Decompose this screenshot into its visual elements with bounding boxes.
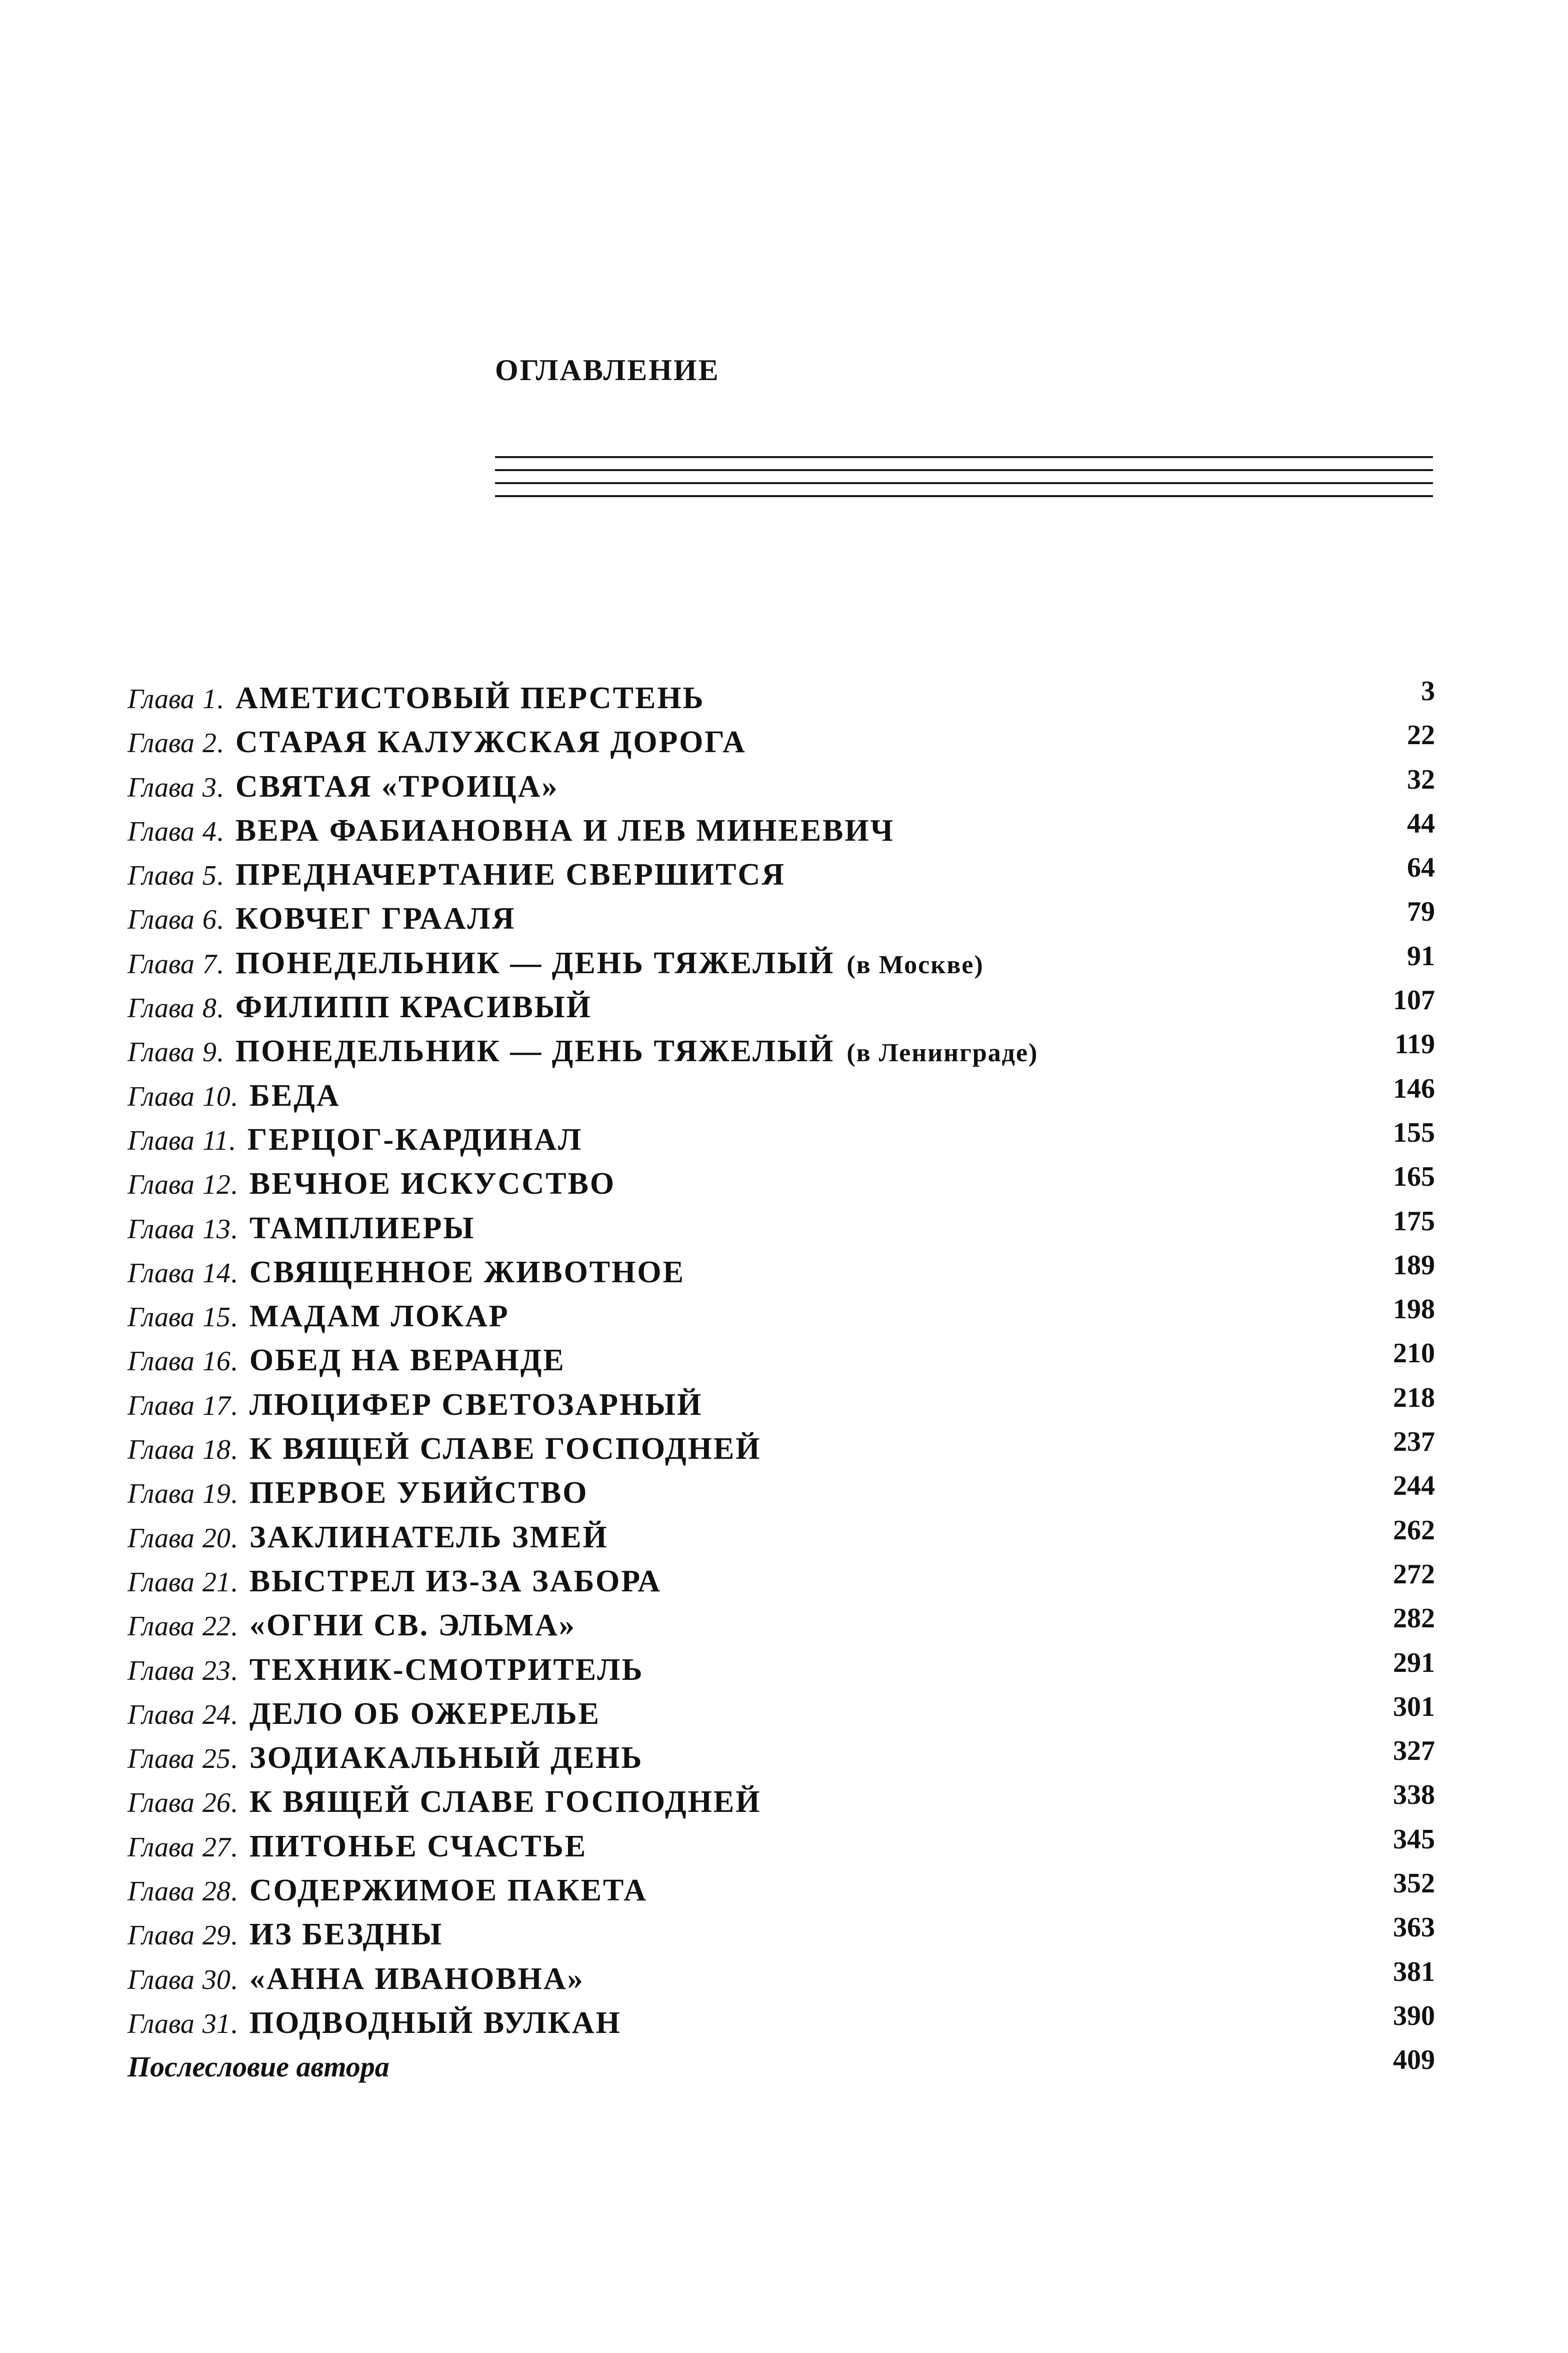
chapter-title: К ВЯЩЕЙ СЛАВЕ ГОСПОДНЕЙ bbox=[249, 1432, 762, 1466]
chapter-label: Глава bbox=[128, 1876, 194, 1907]
chapter-title: ГЕРЦОГ-КАРДИНАЛ bbox=[247, 1122, 583, 1157]
chapter-title: АМЕТИСТОВЫЙ ПЕРСТЕНЬ bbox=[235, 681, 705, 715]
page-number: 175 bbox=[1393, 1205, 1435, 1237]
chapter-label: Глава bbox=[128, 684, 194, 715]
afterword-title: Послесловие автора bbox=[128, 2050, 390, 2083]
page-number: 3 bbox=[1421, 676, 1435, 707]
chapter-label: Глава bbox=[128, 1566, 194, 1598]
chapter-label: Глава bbox=[128, 772, 194, 803]
number-separator: . bbox=[216, 772, 224, 803]
rule-line bbox=[495, 495, 1433, 497]
chapter-label: Глава bbox=[128, 1611, 194, 1642]
toc-entry[interactable] bbox=[128, 1338, 1435, 1382]
table-of-contents bbox=[128, 676, 1435, 2089]
chapter-number: 13 bbox=[202, 1213, 230, 1245]
number-separator: . bbox=[230, 1346, 238, 1377]
toc-entry[interactable] bbox=[128, 897, 1435, 941]
chapter-number: 17 bbox=[202, 1390, 230, 1421]
chapter-number: 21 bbox=[202, 1566, 230, 1598]
page-number: 64 bbox=[1407, 852, 1435, 884]
page-number: 338 bbox=[1393, 1779, 1435, 1811]
chapter-number: 23 bbox=[202, 1655, 230, 1686]
number-separator: . bbox=[216, 904, 224, 936]
chapter-number: 15 bbox=[202, 1302, 230, 1333]
chapter-label: Глава bbox=[128, 1920, 194, 1951]
page-number: 119 bbox=[1394, 1029, 1435, 1060]
toc-entry[interactable] bbox=[128, 1383, 1435, 1427]
chapter-title: ЗОДИАКАЛЬНЫЙ ДЕНЬ bbox=[249, 1741, 644, 1775]
number-separator: . bbox=[230, 1213, 238, 1245]
chapter-number: 2 bbox=[202, 728, 216, 759]
page-number: 146 bbox=[1393, 1073, 1435, 1104]
chapter-title: ЗАКЛИНАТЕЛЬ ЗМЕЙ bbox=[249, 1520, 608, 1554]
page-number: 390 bbox=[1393, 2000, 1435, 2031]
toc-entry[interactable] bbox=[128, 2001, 1435, 2045]
chapter-label: Глава bbox=[128, 728, 194, 759]
chapter-number: 5 bbox=[202, 860, 216, 892]
chapter-number: 31 bbox=[202, 2008, 230, 2039]
toc-entry[interactable] bbox=[128, 1162, 1435, 1206]
number-separator: . bbox=[230, 1478, 238, 1510]
toc-entry[interactable] bbox=[128, 1912, 1435, 1956]
page-number: 282 bbox=[1393, 1603, 1435, 1634]
page-number: 381 bbox=[1393, 1956, 1435, 1987]
chapter-number: 11 bbox=[202, 1125, 228, 1156]
chapter-number: 22 bbox=[202, 1611, 230, 1642]
number-separator: . bbox=[230, 1169, 238, 1201]
chapter-number: 19 bbox=[202, 1478, 230, 1510]
chapter-title: ВЫСТРЕЛ ИЗ-ЗА ЗАБОРА bbox=[249, 1564, 662, 1598]
toc-entry[interactable] bbox=[128, 1250, 1435, 1294]
chapter-number: 9 bbox=[202, 1037, 216, 1068]
chapter-number: 7 bbox=[202, 948, 216, 980]
chapter-label: Глава bbox=[128, 2008, 194, 2039]
chapter-number: 18 bbox=[202, 1434, 230, 1466]
toc-entry[interactable] bbox=[128, 1471, 1435, 1515]
chapter-number: 29 bbox=[202, 1920, 230, 1951]
page-number: 198 bbox=[1393, 1294, 1435, 1325]
chapter-label: Глава bbox=[128, 1169, 194, 1201]
number-separator: . bbox=[230, 2008, 238, 2039]
toc-entry[interactable] bbox=[128, 1118, 1435, 1162]
number-separator: . bbox=[216, 728, 224, 759]
chapter-label: Глава bbox=[128, 1964, 194, 1995]
toc-entry[interactable] bbox=[128, 1559, 1435, 1603]
number-separator: . bbox=[216, 860, 224, 892]
number-separator: . bbox=[230, 1434, 238, 1466]
page-number: 22 bbox=[1407, 720, 1435, 751]
number-separator: . bbox=[230, 1522, 238, 1554]
chapter-label: Глава bbox=[128, 1302, 194, 1333]
page-number: 165 bbox=[1393, 1161, 1435, 1193]
chapter-title: ИЗ БЕЗДНЫ bbox=[249, 1917, 444, 1952]
chapter-label: Глава bbox=[128, 1743, 194, 1775]
number-separator: . bbox=[230, 1831, 238, 1863]
chapter-title: ПОНЕДЕЛЬНИК — ДЕНЬ ТЯЖЕЛЫЙ bbox=[235, 1034, 835, 1069]
chapter-title: ВЕРА ФАБИАНОВНА И ЛЕВ МИНЕЕВИЧ bbox=[235, 813, 895, 848]
chapter-label: Глава bbox=[128, 993, 194, 1024]
page-number: 345 bbox=[1393, 1823, 1435, 1855]
chapter-label: Глава bbox=[128, 1257, 194, 1289]
number-separator: . bbox=[216, 1037, 224, 1068]
chapter-note: (в Ленинграде) bbox=[846, 1039, 1038, 1068]
number-separator: . bbox=[230, 1566, 238, 1598]
chapter-title: «АННА ИВАНОВНА» bbox=[249, 1961, 584, 1996]
chapter-number: 4 bbox=[202, 816, 216, 847]
number-separator: . bbox=[230, 1964, 238, 1995]
chapter-title: СВЯТАЯ «ТРОИЦА» bbox=[235, 769, 559, 804]
toc-entry[interactable] bbox=[128, 1427, 1435, 1471]
chapter-number: 14 bbox=[202, 1257, 230, 1289]
chapter-label: Глава bbox=[128, 1787, 194, 1819]
chapter-number: 6 bbox=[202, 904, 216, 936]
number-separator: . bbox=[216, 993, 224, 1024]
chapter-title: ПОНЕДЕЛЬНИК — ДЕНЬ ТЯЖЕЛЫЙ bbox=[235, 946, 835, 980]
toc-entry[interactable] bbox=[128, 1824, 1435, 1868]
chapter-label: Глава bbox=[128, 904, 194, 936]
page-number: 32 bbox=[1407, 764, 1435, 795]
chapter-number: 3 bbox=[202, 772, 216, 803]
page-number: 291 bbox=[1393, 1647, 1435, 1678]
toc-entry[interactable] bbox=[128, 1868, 1435, 1912]
chapter-number: 8 bbox=[202, 993, 216, 1024]
toc-entry[interactable] bbox=[128, 1029, 1435, 1073]
number-separator: . bbox=[230, 1390, 238, 1421]
chapter-title: СВЯЩЕННОЕ ЖИВОТНОЕ bbox=[249, 1255, 685, 1289]
toc-entry[interactable] bbox=[128, 985, 1435, 1029]
chapter-title: ТЕХНИК-СМОТРИТЕЛЬ bbox=[249, 1652, 644, 1687]
number-separator: . bbox=[216, 948, 224, 980]
rule-line bbox=[495, 456, 1433, 458]
chapter-label: Глава bbox=[128, 1831, 194, 1863]
number-separator: . bbox=[216, 684, 224, 715]
page-number: 409 bbox=[1393, 2044, 1435, 2076]
chapter-number: 20 bbox=[202, 1522, 230, 1554]
toc-entry[interactable] bbox=[128, 1074, 1435, 1118]
chapter-label: Глава bbox=[128, 1478, 194, 1510]
toc-entry[interactable] bbox=[128, 1206, 1435, 1250]
chapter-title: «ОГНИ СВ. ЭЛЬМА» bbox=[249, 1608, 576, 1643]
chapter-number: 12 bbox=[202, 1169, 230, 1201]
toc-entry[interactable] bbox=[128, 1294, 1435, 1338]
toc-entry[interactable] bbox=[128, 1957, 1435, 2001]
chapter-title: МАДАМ ЛОКАР bbox=[249, 1299, 510, 1334]
chapter-title: К ВЯЩЕЙ СЛАВЕ ГОСПОДНЕЙ bbox=[249, 1785, 762, 1819]
rule-line bbox=[495, 482, 1433, 484]
toc-entry[interactable] bbox=[128, 765, 1435, 809]
number-separator: . bbox=[228, 1125, 236, 1156]
chapter-title: ПРЕДНАЧЕРТАНИЕ СВЕРШИТСЯ bbox=[235, 858, 786, 892]
chapter-title: БЕДА bbox=[249, 1078, 340, 1113]
chapter-title: ТАМПЛИЕРЫ bbox=[249, 1211, 476, 1245]
chapter-number: 16 bbox=[202, 1346, 230, 1377]
page-number: 272 bbox=[1393, 1558, 1435, 1590]
chapter-number: 27 bbox=[202, 1831, 230, 1863]
chapter-title: ДЕЛО ОБ ОЖЕРЕЛЬЕ bbox=[249, 1696, 601, 1731]
page-title: ОГЛАВЛЕНИЕ bbox=[495, 354, 720, 387]
number-separator: . bbox=[230, 1611, 238, 1642]
number-separator: . bbox=[216, 816, 224, 847]
chapter-label: Глава bbox=[128, 1390, 194, 1421]
page-number: 301 bbox=[1393, 1691, 1435, 1722]
page-number: 189 bbox=[1393, 1249, 1435, 1281]
chapter-title: ОБЕД НА ВЕРАНДЕ bbox=[249, 1343, 566, 1378]
toc-entry[interactable] bbox=[128, 1648, 1435, 1692]
chapter-note: (в Москве) bbox=[846, 950, 984, 979]
number-separator: . bbox=[230, 1257, 238, 1289]
chapter-title: ЛЮЦИФЕР СВЕТОЗАРНЫЙ bbox=[249, 1387, 703, 1422]
chapter-title: КОВЧЕГ ГРААЛЯ bbox=[235, 902, 516, 936]
chapter-label: Глава bbox=[128, 816, 194, 847]
chapter-number: 25 bbox=[202, 1743, 230, 1775]
chapter-title: СТАРАЯ КАЛУЖСКАЯ ДОРОГА bbox=[235, 725, 746, 760]
rule-line bbox=[495, 469, 1433, 471]
chapter-label: Глава bbox=[128, 1037, 194, 1068]
toc-entry[interactable] bbox=[128, 676, 1435, 720]
number-separator: . bbox=[230, 1876, 238, 1907]
chapter-number: 1 bbox=[202, 684, 216, 715]
chapter-title: ПЕРВОЕ УБИЙСТВО bbox=[249, 1476, 588, 1510]
number-separator: . bbox=[230, 1787, 238, 1819]
toc-entry-afterword[interactable] bbox=[128, 2045, 1435, 2089]
number-separator: . bbox=[230, 1081, 238, 1112]
toc-entry[interactable] bbox=[128, 1692, 1435, 1736]
page-number: 363 bbox=[1393, 1912, 1435, 1943]
chapter-label: Глава bbox=[128, 1699, 194, 1730]
number-separator: . bbox=[230, 1743, 238, 1775]
toc-entry[interactable] bbox=[128, 1780, 1435, 1824]
toc-entry[interactable] bbox=[128, 1603, 1435, 1647]
chapter-label: Глава bbox=[128, 1213, 194, 1245]
toc-entry[interactable] bbox=[128, 809, 1435, 853]
chapter-label: Глава bbox=[128, 948, 194, 980]
page-number: 218 bbox=[1393, 1382, 1435, 1413]
chapter-label: Глава bbox=[128, 1655, 194, 1686]
number-separator: . bbox=[230, 1920, 238, 1951]
chapter-title: ФИЛИПП КРАСИВЫЙ bbox=[235, 990, 592, 1025]
toc-entry[interactable] bbox=[128, 1515, 1435, 1559]
number-separator: . bbox=[230, 1699, 238, 1730]
chapter-number: 28 bbox=[202, 1876, 230, 1907]
page-number: 352 bbox=[1393, 1868, 1435, 1899]
chapter-label: Глава bbox=[128, 1125, 194, 1156]
chapter-label: Глава bbox=[128, 1081, 194, 1112]
page-number: 237 bbox=[1393, 1426, 1435, 1458]
page-number: 44 bbox=[1407, 808, 1435, 839]
number-separator: . bbox=[230, 1655, 238, 1686]
page-number: 327 bbox=[1393, 1735, 1435, 1767]
chapter-number: 24 bbox=[202, 1699, 230, 1730]
page-number: 155 bbox=[1393, 1117, 1435, 1148]
page-number: 91 bbox=[1407, 940, 1435, 972]
toc-entry[interactable] bbox=[128, 720, 1435, 764]
page-number: 244 bbox=[1393, 1470, 1435, 1502]
chapter-number: 30 bbox=[202, 1964, 230, 1995]
chapter-title: ПИТОНЬЕ СЧАСТЬЕ bbox=[249, 1829, 588, 1863]
page-number: 107 bbox=[1393, 985, 1435, 1016]
page-number: 262 bbox=[1393, 1514, 1435, 1546]
chapter-label: Глава bbox=[128, 1434, 194, 1466]
chapter-number: 10 bbox=[202, 1081, 230, 1112]
chapter-number: 26 bbox=[202, 1787, 230, 1819]
toc-entry[interactable] bbox=[128, 853, 1435, 897]
page-number: 210 bbox=[1393, 1338, 1435, 1369]
decorative-rules bbox=[495, 456, 1433, 497]
toc-entry[interactable] bbox=[128, 941, 1435, 985]
chapter-title: ПОДВОДНЫЙ ВУЛКАН bbox=[249, 2005, 622, 2040]
toc-entry[interactable] bbox=[128, 1736, 1435, 1780]
chapter-label: Глава bbox=[128, 1522, 194, 1554]
chapter-title: ВЕЧНОЕ ИСКУССТВО bbox=[249, 1167, 616, 1201]
number-separator: . bbox=[230, 1302, 238, 1333]
chapter-label: Глава bbox=[128, 860, 194, 892]
chapter-label: Глава bbox=[128, 1346, 194, 1377]
chapter-title: СОДЕРЖИМОЕ ПАКЕТА bbox=[249, 1873, 648, 1908]
page-number: 79 bbox=[1407, 896, 1435, 928]
